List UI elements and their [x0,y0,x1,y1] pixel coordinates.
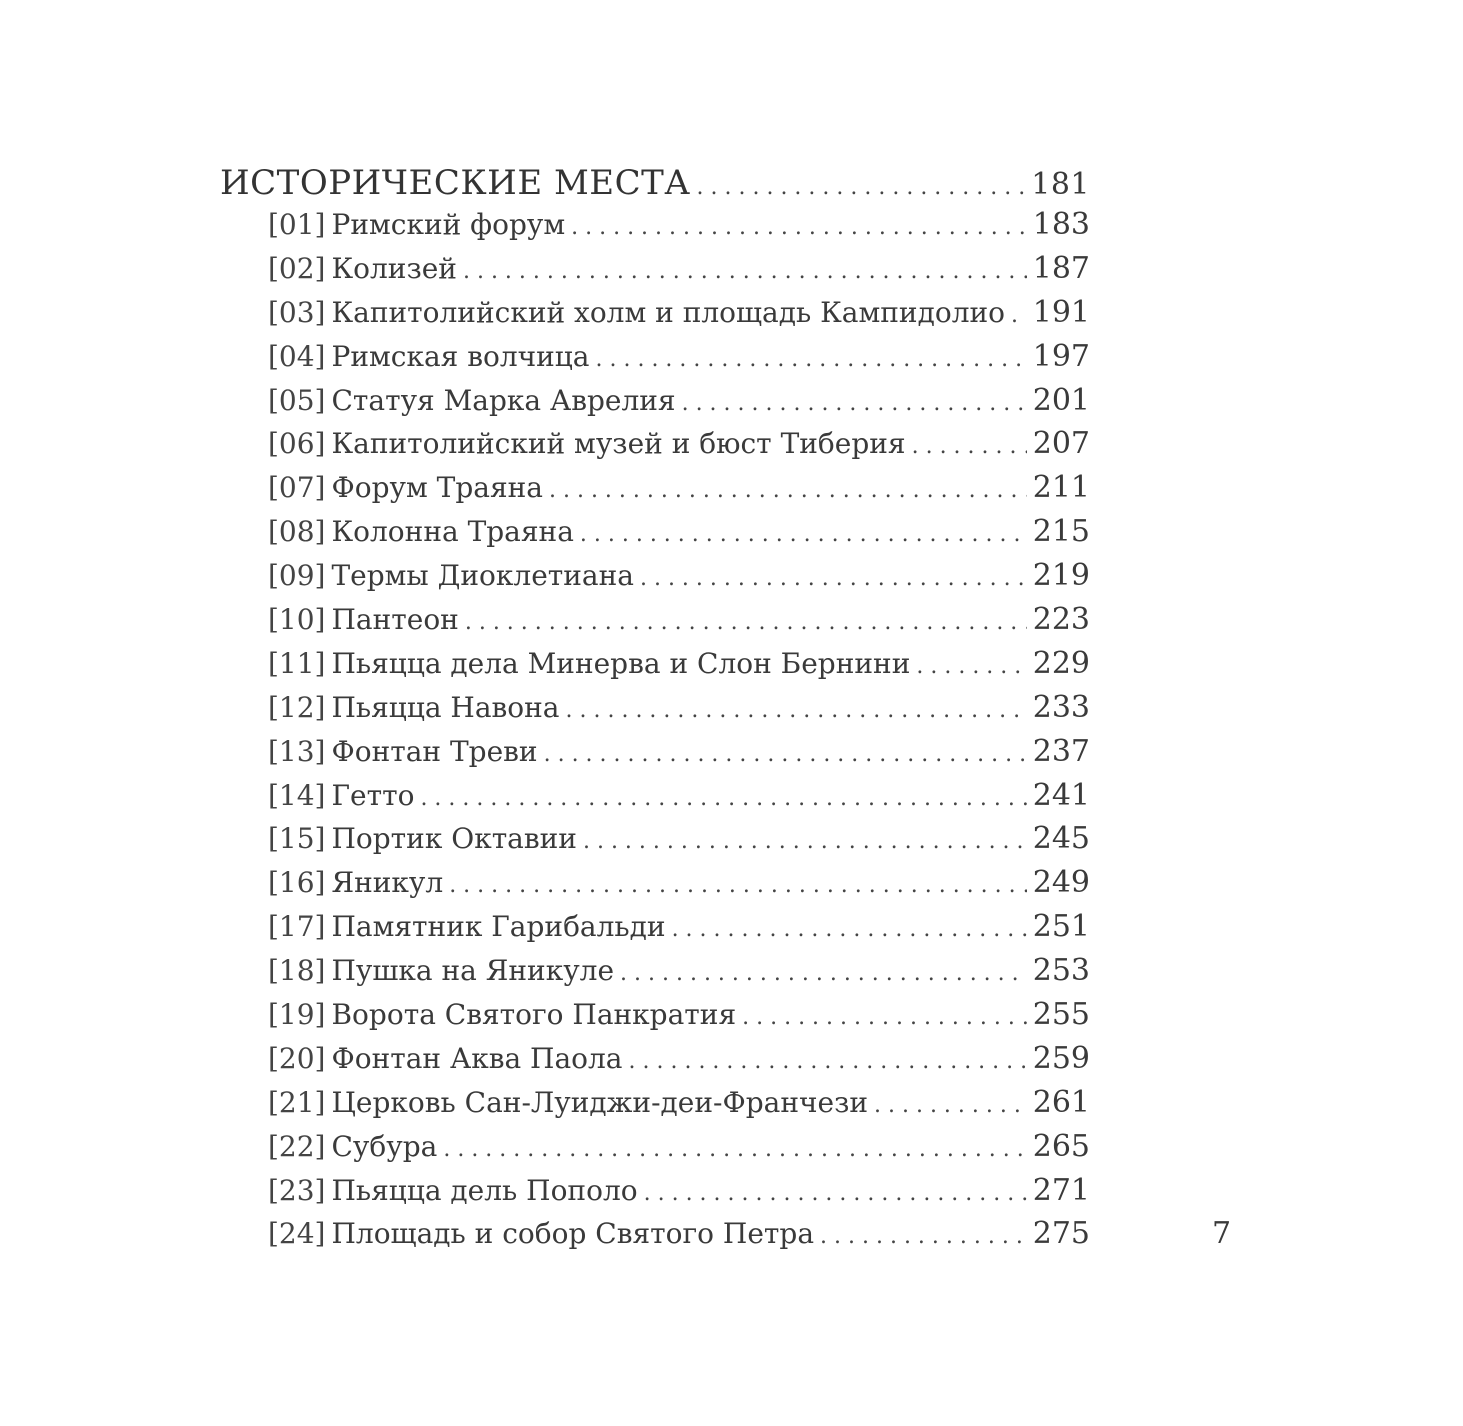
toc-entry[interactable] [220,690,1090,734]
dot-leader [672,917,1027,942]
entry-page-number: 191 [1032,294,1090,330]
entry-number: [04] [268,339,326,373]
dot-leader [820,1224,1027,1249]
toc-entry[interactable] [220,778,1090,822]
toc-entry[interactable] [220,997,1090,1041]
entry-title: Пушка на Яникуле [331,954,615,988]
entry-title: Фонтан Треви [331,734,538,768]
entry-page-number: 187 [1032,250,1090,286]
dot-leader [449,873,1027,898]
entry-title: Пьяцца Навона [331,690,560,724]
toc-entry[interactable] [220,953,1090,997]
dot-leader [596,347,1027,372]
entry-number: [17] [268,910,326,944]
entry-title: Гетто [331,778,415,812]
entry-number: [01] [268,208,326,241]
entry-number: [20] [268,1041,326,1075]
entry-number: [12] [268,690,326,724]
entry-page-number: 211 [1032,470,1090,506]
section-heading-row[interactable] [220,163,1090,207]
entry-title: Площадь и собор Святого Петра [331,1217,815,1251]
entry-title: Римский форум [331,208,566,241]
dot-leader [544,742,1027,767]
entry-page-number: 229 [1032,645,1090,681]
toc-entry[interactable] [220,426,1090,470]
entry-title: Капитолийский холм и площадь Кампидолио [331,295,1006,329]
toc-entry-list [220,207,1090,1260]
entry-page-number: 197 [1032,338,1090,374]
entry-title: Субура [331,1129,438,1163]
toc-entry[interactable] [220,1129,1090,1173]
dot-leader [463,259,1027,284]
entry-title: Памятник Гарибальди [331,910,666,944]
entry-title: Форум Траяна [331,471,543,505]
entry-number: [16] [268,866,326,900]
dot-leader [916,654,1026,679]
dot-leader [629,1049,1027,1074]
entry-number: [06] [268,427,326,461]
page-folio: 7 [1212,1216,1232,1251]
toc-entry[interactable] [220,1173,1090,1217]
toc-entry[interactable] [220,383,1090,427]
section-title: ИСТОРИЧЕСКИЕ МЕСТА [220,163,691,203]
dot-leader [580,522,1027,547]
entry-page-number: 237 [1032,733,1090,769]
entry-number: [21] [268,1085,326,1119]
dot-leader [874,1093,1027,1118]
entry-page-number: 219 [1032,558,1090,594]
entry-number: [05] [268,383,326,417]
entry-page-number: 241 [1032,777,1090,813]
toc-entry[interactable] [220,207,1090,251]
dot-leader [420,786,1026,811]
entry-number: [09] [268,559,326,593]
entry-title: Пантеон [331,603,459,637]
entry-page-number: 271 [1032,1172,1090,1208]
entry-number: [19] [268,998,326,1032]
toc-entry[interactable] [220,602,1090,646]
dot-leader [583,829,1027,854]
entry-title: Колизей [331,251,457,285]
entry-page-number: 245 [1032,821,1090,857]
entry-title: Пьяцца дела Минерва и Слон Бернини [331,646,911,680]
toc-entry[interactable] [220,339,1090,383]
entry-number: [08] [268,515,326,549]
entry-page-number: 275 [1032,1216,1090,1252]
dot-leader [640,566,1027,591]
entry-number: [22] [268,1129,326,1163]
toc-entry[interactable] [220,1216,1090,1260]
toc-entry[interactable] [220,1085,1090,1129]
toc-entry[interactable] [220,251,1090,295]
toc-entry[interactable] [220,470,1090,514]
dot-leader [912,434,1027,459]
entry-page-number: 261 [1032,1084,1090,1120]
table-of-contents [220,163,1090,1260]
entry-title: Ворота Святого Панкратия [331,998,737,1032]
entry-page-number: 201 [1032,382,1090,418]
dot-leader [1011,303,1027,328]
entry-number: [18] [268,954,326,988]
entry-title: Фонтан Аква Паола [331,1041,623,1075]
entry-title: Римская волчица [331,339,590,373]
entry-page-number: 223 [1032,602,1090,638]
entry-page-number: 255 [1032,997,1090,1033]
entry-number: [07] [268,471,326,505]
entry-title: Церковь Сан-Луиджи-деи-Франчези [331,1085,868,1119]
dot-leader [644,1181,1027,1206]
dot-leader [682,391,1027,416]
entry-number: [02] [268,251,326,285]
entry-page-number: 251 [1032,909,1090,945]
entry-number: [24] [268,1217,326,1251]
dot-leader [465,610,1027,635]
dot-leader [571,215,1027,240]
entry-number: [15] [268,822,326,856]
dot-leader [566,698,1027,723]
toc-entry[interactable] [220,1041,1090,1085]
entry-page-number: 183 [1032,207,1090,242]
entry-title: Термы Диоклетиана [331,559,634,593]
entry-page-number: 265 [1032,1128,1090,1164]
entry-title: Колонна Траяна [331,515,574,549]
entry-page-number: 233 [1032,689,1090,725]
dot-leader [697,175,1026,200]
toc-entry[interactable] [220,909,1090,953]
entry-number: [13] [268,734,326,768]
dot-leader [620,961,1027,986]
entry-page-number: 207 [1032,426,1090,462]
toc-entry[interactable] [220,646,1090,690]
entry-number: [11] [268,646,326,680]
entry-page-number: 215 [1032,514,1090,550]
toc-entry[interactable] [220,865,1090,909]
toc-entry[interactable] [220,821,1090,865]
entry-title: Статуя Марка Аврелия [331,383,676,417]
entry-title: Портик Октавии [331,822,577,856]
entry-page-number: 253 [1032,953,1090,989]
toc-entry[interactable] [220,558,1090,602]
entry-title: Пьяцца дель Пополо [331,1173,638,1207]
toc-entry[interactable] [220,514,1090,558]
section-page-number: 181 [1031,167,1090,202]
dot-leader [549,478,1027,503]
entry-page-number: 259 [1032,1040,1090,1076]
dot-leader [742,1005,1027,1030]
entry-page-number: 249 [1032,865,1090,901]
entry-number: [03] [268,295,326,329]
toc-entry[interactable] [220,295,1090,339]
entry-title: Яникул [331,866,444,900]
entry-number: [10] [268,603,326,637]
toc-entry[interactable] [220,734,1090,778]
entry-number: [23] [268,1173,326,1207]
entry-title: Капитолийский музей и бюст Тиберия [331,427,906,461]
dot-leader [443,1137,1026,1162]
entry-number: [14] [268,778,326,812]
